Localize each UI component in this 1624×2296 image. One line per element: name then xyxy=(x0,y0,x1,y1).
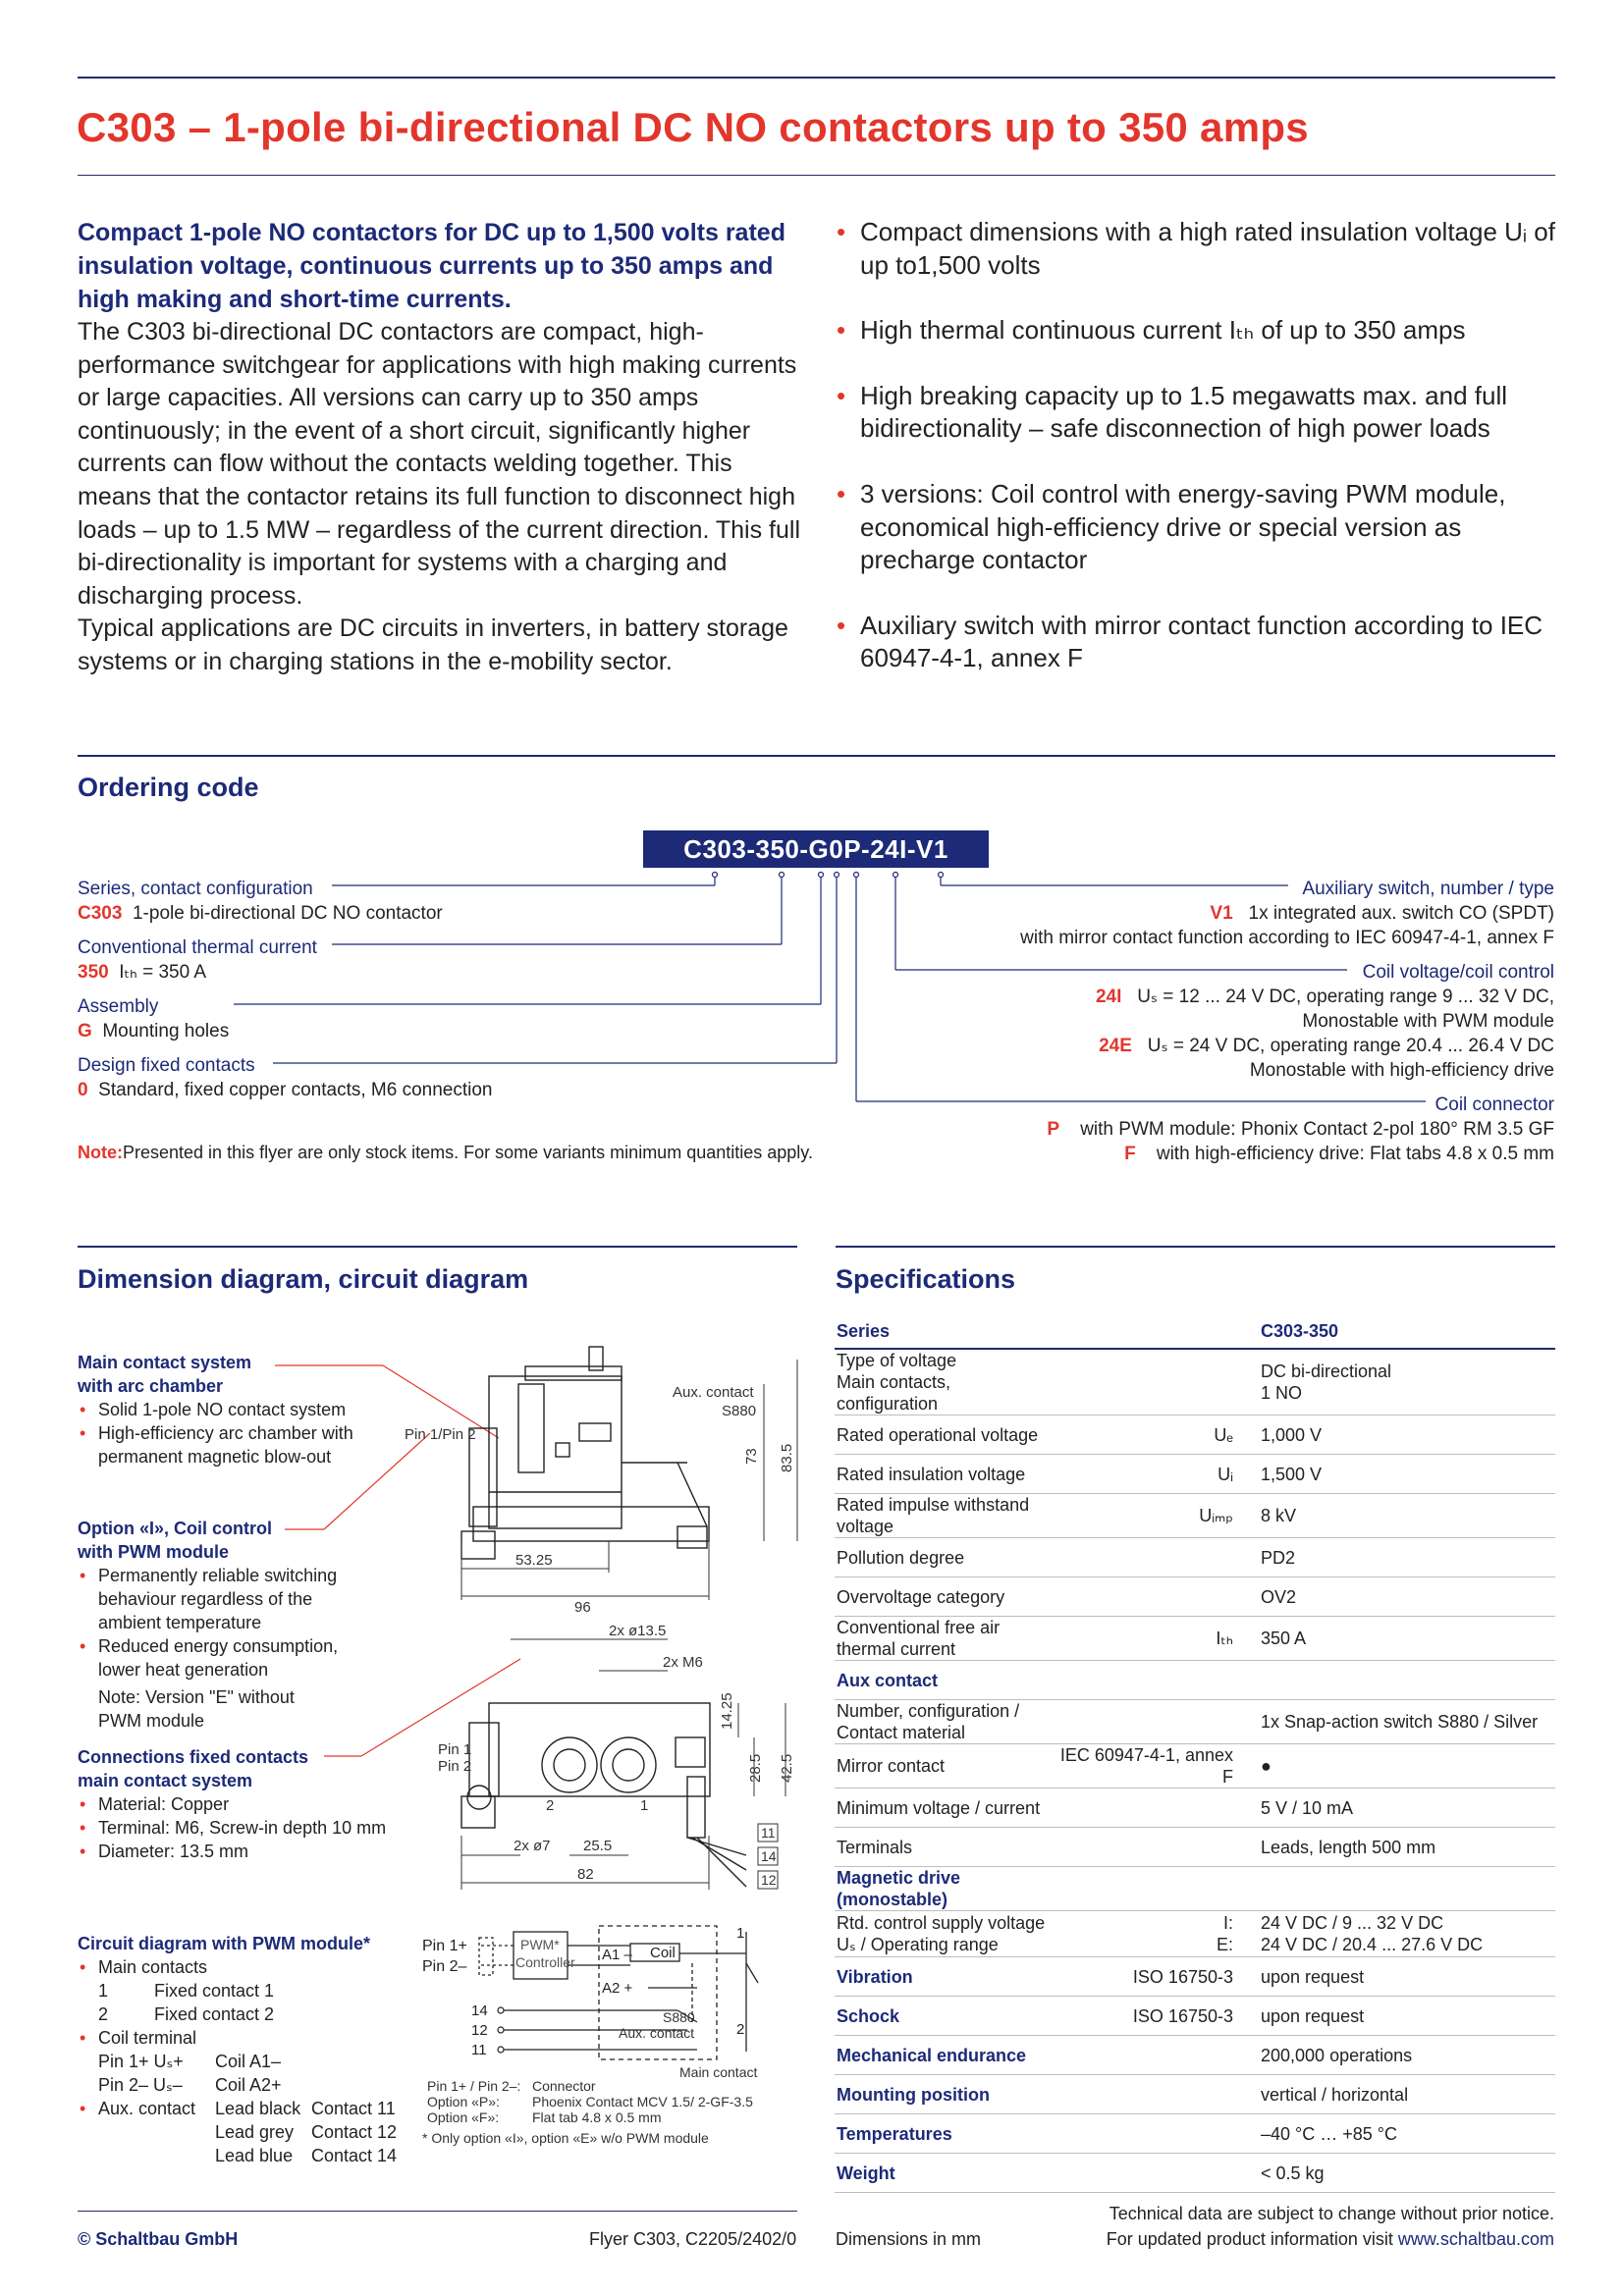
intro-lead: Compact 1-pole NO contactors for DC up to 1,500 volts rated insulation voltage, continuous currents up to 350 amps and high making and short-time currents. xyxy=(78,219,785,313)
circuit-controller: Controller xyxy=(515,1954,575,1970)
spec-label: Weight xyxy=(835,2154,1055,2193)
circuit-leg2b: Phoenix Contact MCV 1.5/ 2-GF-3.5 xyxy=(532,2094,753,2109)
circuit-leg3a: Option «F»: xyxy=(427,2109,500,2125)
circuit-heading: Circuit diagram with PWM module* xyxy=(78,1934,371,1953)
dim-96: 96 xyxy=(574,1599,591,1616)
circuit-legend-a: Main contacts xyxy=(98,1957,208,1977)
spec-symbol xyxy=(1055,1577,1243,1617)
order-coil-24e-text2: Monostable with high-efficiency drive xyxy=(1249,1060,1554,1081)
dim-s880: S880 xyxy=(722,1403,757,1419)
circuit-legend-b: Fixed contact 1 xyxy=(154,1981,275,2001)
circuit-main-2: 2 xyxy=(736,2021,745,2038)
circuit-legend-row xyxy=(78,1979,411,2002)
spec-label: Rated impulse withstand voltage xyxy=(835,1494,1055,1538)
spec-label: Terminals xyxy=(835,1828,1055,1867)
circuit-legend-b: Lead grey xyxy=(215,2122,295,2142)
feature-item: • High breaking capacity up to 1.5 megawatts max. and full bidirectionality – safe disconnection of high power loads xyxy=(837,380,1563,446)
circuit-leg1a: Pin 1+ / Pin 2–: xyxy=(427,2078,521,2094)
circuit-main-contact: Main contact xyxy=(679,2064,758,2080)
spec-label: Overvoltage category xyxy=(835,1577,1055,1617)
specs-row xyxy=(835,1744,1555,1789)
dim-pin12: Pin 1/Pin 2 xyxy=(405,1426,476,1443)
circuit-legend-row xyxy=(78,2120,411,2144)
spec-symbol xyxy=(1055,2036,1243,2075)
specs-row xyxy=(835,1911,1555,1957)
circuit-legend-a: Aux. contact xyxy=(98,2099,196,2118)
order-aux-text2: with mirror contact function according to IEC 60947-4-1, annex F xyxy=(1020,928,1554,948)
dim-28-5: 28.5 xyxy=(747,1753,764,1783)
spec-symbol xyxy=(1055,1349,1243,1415)
order-current-label: Conventional thermal current xyxy=(78,937,317,958)
dim-mark-1: 1 xyxy=(640,1797,649,1814)
specs-heading: Specifications xyxy=(836,1264,1016,1294)
dim-83-5: 83.5 xyxy=(779,1443,795,1472)
spec-value: 24 V DC / 9 ... 32 V DC 24 V DC / 20.4 ... 27.6 V DC xyxy=(1243,1911,1555,1957)
circuit-legend-a: Pin 1+ Uₛ+ xyxy=(98,2052,184,2071)
specs-row xyxy=(835,1538,1555,1577)
dim-pin1: Pin 1 xyxy=(438,1741,472,1758)
order-conn-label: Coil connector xyxy=(1435,1095,1554,1115)
dim-terminal-11: 11 xyxy=(761,1825,776,1841)
specs-table xyxy=(835,1314,1555,2193)
page-title: C303 – 1-pole bi-directional DC NO contactors up to 350 amps xyxy=(77,104,1309,150)
footer-copyright: © Schaltbau GmbH xyxy=(78,2229,239,2249)
spec-label: Pollution degree xyxy=(835,1538,1055,1577)
order-coil-24e-key: 24E xyxy=(1099,1036,1132,1056)
order-coil-label: Coil voltage/coil control xyxy=(1362,962,1554,983)
spec-symbol: I: E: xyxy=(1055,1911,1243,1957)
spec-value: OV2 xyxy=(1243,1577,1555,1617)
specs-row xyxy=(835,1415,1555,1455)
note-key: Note: xyxy=(78,1143,123,1162)
order-coil-24e-text: Uₛ = 24 V DC, operating range 20.4 ... 26.4 V DC xyxy=(1147,1036,1554,1056)
spec-value: –40 °C … +85 °C xyxy=(1243,2114,1555,2154)
specs-row xyxy=(835,2114,1555,2154)
main-contact-item: • Solid 1-pole NO contact system xyxy=(78,1398,372,1421)
specs-row xyxy=(835,1349,1555,1415)
circuit-legend-b: Lead blue xyxy=(215,2146,294,2165)
spec-symbol xyxy=(1055,1700,1243,1744)
spec-label: Rated operational voltage xyxy=(835,1415,1055,1455)
specs-row xyxy=(835,1455,1555,1494)
order-conn-f-key: F xyxy=(1124,1144,1136,1164)
dim-14-25: 14.25 xyxy=(719,1692,735,1730)
dim-82: 82 xyxy=(577,1866,594,1883)
circuit-footnote: * Only option «I», option «E» w/o PWM module xyxy=(422,2130,709,2146)
order-aux-text: 1x integrated aux. switch CO (SPDT) xyxy=(1248,903,1554,924)
spec-symbol xyxy=(1055,1828,1243,1867)
intro-body-2: Typical applications are DC circuits in inverters, in battery storage systems or in charging stations in the e-mobility sector. xyxy=(78,614,788,675)
circuit-legend-row xyxy=(78,2026,411,2050)
feature-item: • 3 versions: Coil control with energy-saving PWM module, economical high-efficiency drive or special version as precharge contactor xyxy=(837,478,1563,577)
circuit-legend xyxy=(78,1932,411,2167)
circuit-legend-row xyxy=(78,2097,411,2120)
spec-symbol xyxy=(1055,1661,1243,1700)
bullet: • xyxy=(80,1957,86,1977)
dim-42-5: 42.5 xyxy=(779,1753,795,1783)
spec-value: C303-350 xyxy=(1243,1314,1555,1349)
spec-symbol xyxy=(1055,1789,1243,1828)
circuit-legend-b: Fixed contact 2 xyxy=(154,2004,275,2024)
circuit-12: 12 xyxy=(471,2022,488,2039)
order-coil-24i-text: Uₛ = 12 ... 24 V DC, operating range 9 ... 32 V DC, xyxy=(1137,987,1554,1007)
spec-value: Leads, length 500 mm xyxy=(1243,1828,1555,1867)
specs-row xyxy=(835,1789,1555,1828)
circuit-leg1b: Connector xyxy=(532,2078,596,2094)
specs-row xyxy=(835,1957,1555,1997)
spec-symbol: Iₜₕ xyxy=(1055,1617,1243,1661)
spec-value: upon request xyxy=(1243,1957,1555,1997)
spec-value: 1,500 V xyxy=(1243,1455,1555,1494)
spec-value: PD2 xyxy=(1243,1538,1555,1577)
intro-body-1: The C303 bi-directional DC contactors are compact, high-performance switchgear for applications with high making currents or large capacities. All versions can carry up to 350 amps continuously; in the event of a short circuit, significantly higher currents can flow without the contacts welding together. This means that the contactor retains its full function to disconnect high loads – up to 1.5 MW – regardless of the current direction. This full bi-directionality is important for systems with a charging and discharging process. xyxy=(78,318,801,610)
order-conn-p-key: P xyxy=(1047,1119,1060,1140)
feature-item: • High thermal continuous current Iₜₕ of up to 350 amps xyxy=(837,314,1563,347)
dim-pin2: Pin 2 xyxy=(438,1758,472,1775)
option-item: • Permanently reliable switching behaviour regardless of the ambient temperature xyxy=(78,1564,362,1634)
spec-symbol xyxy=(1055,2154,1243,2193)
order-design xyxy=(78,1053,493,1102)
dim-aux-contact: Aux. contact xyxy=(673,1384,754,1401)
order-assembly-key: G xyxy=(78,1021,92,1041)
dim-2x7: 2x ø7 xyxy=(514,1838,551,1854)
circuit-aux: Aux. contact xyxy=(619,2025,695,2041)
spec-symbol: Uₑ xyxy=(1055,1415,1243,1455)
dim-25-5: 25.5 xyxy=(583,1838,613,1854)
circuit-coil: Coil xyxy=(650,1945,676,1961)
order-series-text: 1-pole bi-directional DC NO contactor xyxy=(132,903,443,924)
spec-symbol xyxy=(1055,2075,1243,2114)
dim-terminal-12: 12 xyxy=(761,1872,777,1888)
specs-row xyxy=(835,2154,1555,2193)
order-current xyxy=(78,935,317,985)
order-design-label: Design fixed contacts xyxy=(78,1055,255,1076)
footer-dims: Dimensions in mm xyxy=(836,2229,982,2249)
circuit-legend-a: 1 xyxy=(98,1981,109,2001)
spec-value: upon request xyxy=(1243,1997,1555,2036)
order-assembly-text: Mounting holes xyxy=(102,1021,230,1041)
spec-symbol xyxy=(1055,1314,1243,1349)
circuit-a1: A1 – xyxy=(602,1947,632,1963)
order-connector xyxy=(1047,1093,1554,1166)
dim-53-25: 53.25 xyxy=(515,1552,553,1569)
spec-label: Mirror contact xyxy=(835,1744,1055,1789)
spec-label: Conventional free air thermal current xyxy=(835,1617,1055,1661)
specs-row xyxy=(835,1828,1555,1867)
dim-2xm6: 2x M6 xyxy=(663,1654,703,1671)
circuit-list xyxy=(78,1955,411,2167)
footer-updated xyxy=(1107,2229,1554,2250)
spec-label: Rated insulation voltage xyxy=(835,1455,1055,1494)
circuit-14: 14 xyxy=(471,2002,488,2019)
specs-row xyxy=(835,1494,1555,1538)
spec-symbol xyxy=(1055,2114,1243,2154)
order-aux xyxy=(1020,877,1554,950)
circuit-legend-a: 2 xyxy=(98,2004,109,2024)
option-note: Note: Version "E" without PWM module xyxy=(98,1687,295,1731)
dim-mark-2: 2 xyxy=(546,1797,555,1814)
ordering-heading: Ordering code xyxy=(78,773,259,802)
circuit-legend-c: Contact 12 xyxy=(311,2122,398,2142)
circuit-legend-c: Contact 14 xyxy=(311,2146,398,2165)
spec-symbol: ISO 16750-3 xyxy=(1055,1997,1243,2036)
order-series-label: Series, contact configuration xyxy=(78,879,313,899)
spec-value: 1x Snap-action switch S880 / Silver xyxy=(1243,1700,1555,1744)
specs-header-row xyxy=(835,1314,1555,1349)
specs-row xyxy=(835,2036,1555,2075)
spec-symbol: ISO 16750-3 xyxy=(1055,1957,1243,1997)
footer-rule xyxy=(78,2211,797,2212)
footer-flyer: Flyer C303, C2205/2402/0 xyxy=(589,2229,797,2249)
circuit-legend-c: Contact 11 xyxy=(311,2099,396,2118)
order-design-key: 0 xyxy=(78,1080,88,1100)
spec-value: 5 V / 10 mA xyxy=(1243,1789,1555,1828)
option-heading: Option «I», Coil control xyxy=(78,1519,272,1538)
circuit-a2: A2 + xyxy=(602,1980,633,1997)
spec-value: < 0.5 kg xyxy=(1243,2154,1555,2193)
spec-value: 8 kV xyxy=(1243,1494,1555,1538)
circuit-pin1: Pin 1+ xyxy=(422,1938,467,1954)
order-conn-p-text: with PWM module: Phonix Contact 2-pol 180° RM 3.5 GF xyxy=(1080,1119,1554,1140)
diagram-rule xyxy=(78,1246,797,1248)
circuit-legend-b: Lead black xyxy=(215,2099,301,2118)
circuit-diagram xyxy=(422,1924,815,2179)
main-contact-heading: Main contact system xyxy=(78,1353,252,1372)
feature-item: • Compact dimensions with a high rated insulation voltage Uᵢ of up to1,500 volts xyxy=(837,216,1563,282)
specs-row xyxy=(835,1617,1555,1661)
dim-73: 73 xyxy=(743,1448,760,1465)
circuit-legend-row xyxy=(78,2002,411,2026)
circuit-legend-row xyxy=(78,2144,411,2167)
ordering-code: C303-350-G0P-24I-V1 xyxy=(643,830,989,868)
spec-value: DC bi-directional 1 NO xyxy=(1243,1349,1555,1415)
specs-row xyxy=(835,1661,1555,1700)
main-contact-heading-2: with arc chamber xyxy=(78,1376,224,1396)
order-aux-label: Auxiliary switch, number / type xyxy=(1302,879,1554,899)
specs-row xyxy=(835,1997,1555,2036)
circuit-pwm: PWM* xyxy=(520,1937,560,1952)
spec-value: 350 A xyxy=(1243,1617,1555,1661)
feature-item: • Auxiliary switch with mirror contact function according to IEC 60947-4-1, annex F xyxy=(837,610,1563,675)
spec-label: Rtd. control supply voltage Uₛ / Operating range xyxy=(835,1911,1055,1957)
order-assembly xyxy=(78,994,229,1043)
dimension-drawing xyxy=(0,1306,825,1914)
footer-updated-text: For updated product information visit xyxy=(1106,2229,1393,2249)
order-coil-24i-text2: Monostable with PWM module xyxy=(1302,1011,1554,1032)
specs-row xyxy=(835,1577,1555,1617)
ordering-note xyxy=(78,1143,813,1163)
option-heading-2: with PWM module xyxy=(78,1542,229,1562)
circuit-legend-b: Coil A2+ xyxy=(215,2075,282,2095)
footer-notice: Technical data are subject to change without prior notice. xyxy=(1109,2204,1554,2223)
spec-label: Magnetic drive (monostable) xyxy=(835,1867,1055,1911)
spec-symbol: Uᵢ xyxy=(1055,1455,1243,1494)
order-series xyxy=(78,877,443,926)
spec-label: Minimum voltage / current xyxy=(835,1789,1055,1828)
circuit-legend-a: Coil terminal xyxy=(98,2028,197,2048)
order-design-text: Standard, fixed copper contacts, M6 connection xyxy=(98,1080,493,1100)
circuit-s880: S880 xyxy=(663,2009,695,2025)
circuit-main-1: 1 xyxy=(736,1925,745,1942)
spec-label: Series xyxy=(835,1314,1055,1349)
order-current-key: 350 xyxy=(78,962,109,983)
circuit-legend-row xyxy=(78,2050,411,2073)
specs-row xyxy=(835,1700,1555,1744)
connections-heading: Connections fixed contacts xyxy=(78,1747,309,1767)
circuit-legend-row xyxy=(78,1955,411,1979)
circuit-leg3b: Flat tab 4.8 x 0.5 mm xyxy=(532,2109,662,2125)
order-assembly-label: Assembly xyxy=(78,996,159,1017)
circuit-legend-b: Coil A1– xyxy=(215,2052,282,2071)
spec-label: Temperatures xyxy=(835,2114,1055,2154)
specs-row xyxy=(835,1867,1555,1911)
specs-row xyxy=(835,2075,1555,2114)
spec-value: 1,000 V xyxy=(1243,1415,1555,1455)
spec-label: Number, configuration / Contact material xyxy=(835,1700,1055,1744)
option-item: • Reduced energy consumption, lower heat generation xyxy=(78,1634,362,1682)
specs-rule xyxy=(836,1246,1555,1248)
order-coil-24i-key: 24I xyxy=(1095,987,1122,1007)
connections-item: • Material: Copper xyxy=(78,1792,402,1816)
connections-item: • Terminal: M6, Screw-in depth 10 mm xyxy=(78,1816,402,1840)
bullet: • xyxy=(80,2099,86,2118)
spec-symbol xyxy=(1055,1867,1243,1911)
circuit-leg2a: Option «P»: xyxy=(427,2094,500,2109)
note-text: Presented in this flyer are only stock items. For some variants minimum quantities apply. xyxy=(123,1143,813,1162)
spec-symbol xyxy=(1055,1538,1243,1577)
spec-symbol: IEC 60947-4-1, annex F xyxy=(1055,1744,1243,1789)
spec-label: Mechanical endurance xyxy=(835,2036,1055,2075)
spec-value xyxy=(1243,1867,1555,1911)
footer-url-link[interactable]: www.schaltbau.com xyxy=(1397,2229,1554,2249)
spec-value: ● xyxy=(1243,1744,1555,1789)
order-coil xyxy=(1096,960,1554,1083)
dim-2x13-5: 2x ø13.5 xyxy=(609,1623,667,1639)
order-conn-f-text: with high-efficiency drive: Flat tabs 4.8 x 0.5 mm xyxy=(1156,1144,1554,1164)
spec-label: Mounting position xyxy=(835,2075,1055,2114)
spec-value xyxy=(1243,1661,1555,1700)
spec-value: vertical / horizontal xyxy=(1243,2075,1555,2114)
order-series-key: C303 xyxy=(78,903,123,924)
diagram-heading: Dimension diagram, circuit diagram xyxy=(78,1264,529,1294)
spec-label: Vibration xyxy=(835,1957,1055,1997)
order-aux-key: V1 xyxy=(1210,903,1233,924)
order-current-text: Iₜₕ = 350 A xyxy=(119,962,207,983)
spec-label: Aux contact xyxy=(835,1661,1055,1700)
dim-terminal-14: 14 xyxy=(761,1848,777,1864)
circuit-11: 11 xyxy=(471,2042,487,2058)
circuit-legend-a: Pin 2– Uₛ– xyxy=(98,2075,183,2095)
connections-item: • Diameter: 13.5 mm xyxy=(78,1840,402,1863)
bullet: • xyxy=(80,2028,86,2048)
circuit-pin2: Pin 2– xyxy=(422,1958,467,1975)
spec-symbol: Uᵢₘₚ xyxy=(1055,1494,1243,1538)
connections-heading-2: main contact system xyxy=(78,1771,253,1790)
spec-label: Schock xyxy=(835,1997,1055,2036)
main-contact-item: • High-efficiency arc chamber with permanent magnetic blow-out xyxy=(78,1421,372,1468)
spec-value: 200,000 operations xyxy=(1243,2036,1555,2075)
spec-label: Type of voltage Main contacts, configuration xyxy=(835,1349,1055,1415)
circuit-legend-row xyxy=(78,2073,411,2097)
